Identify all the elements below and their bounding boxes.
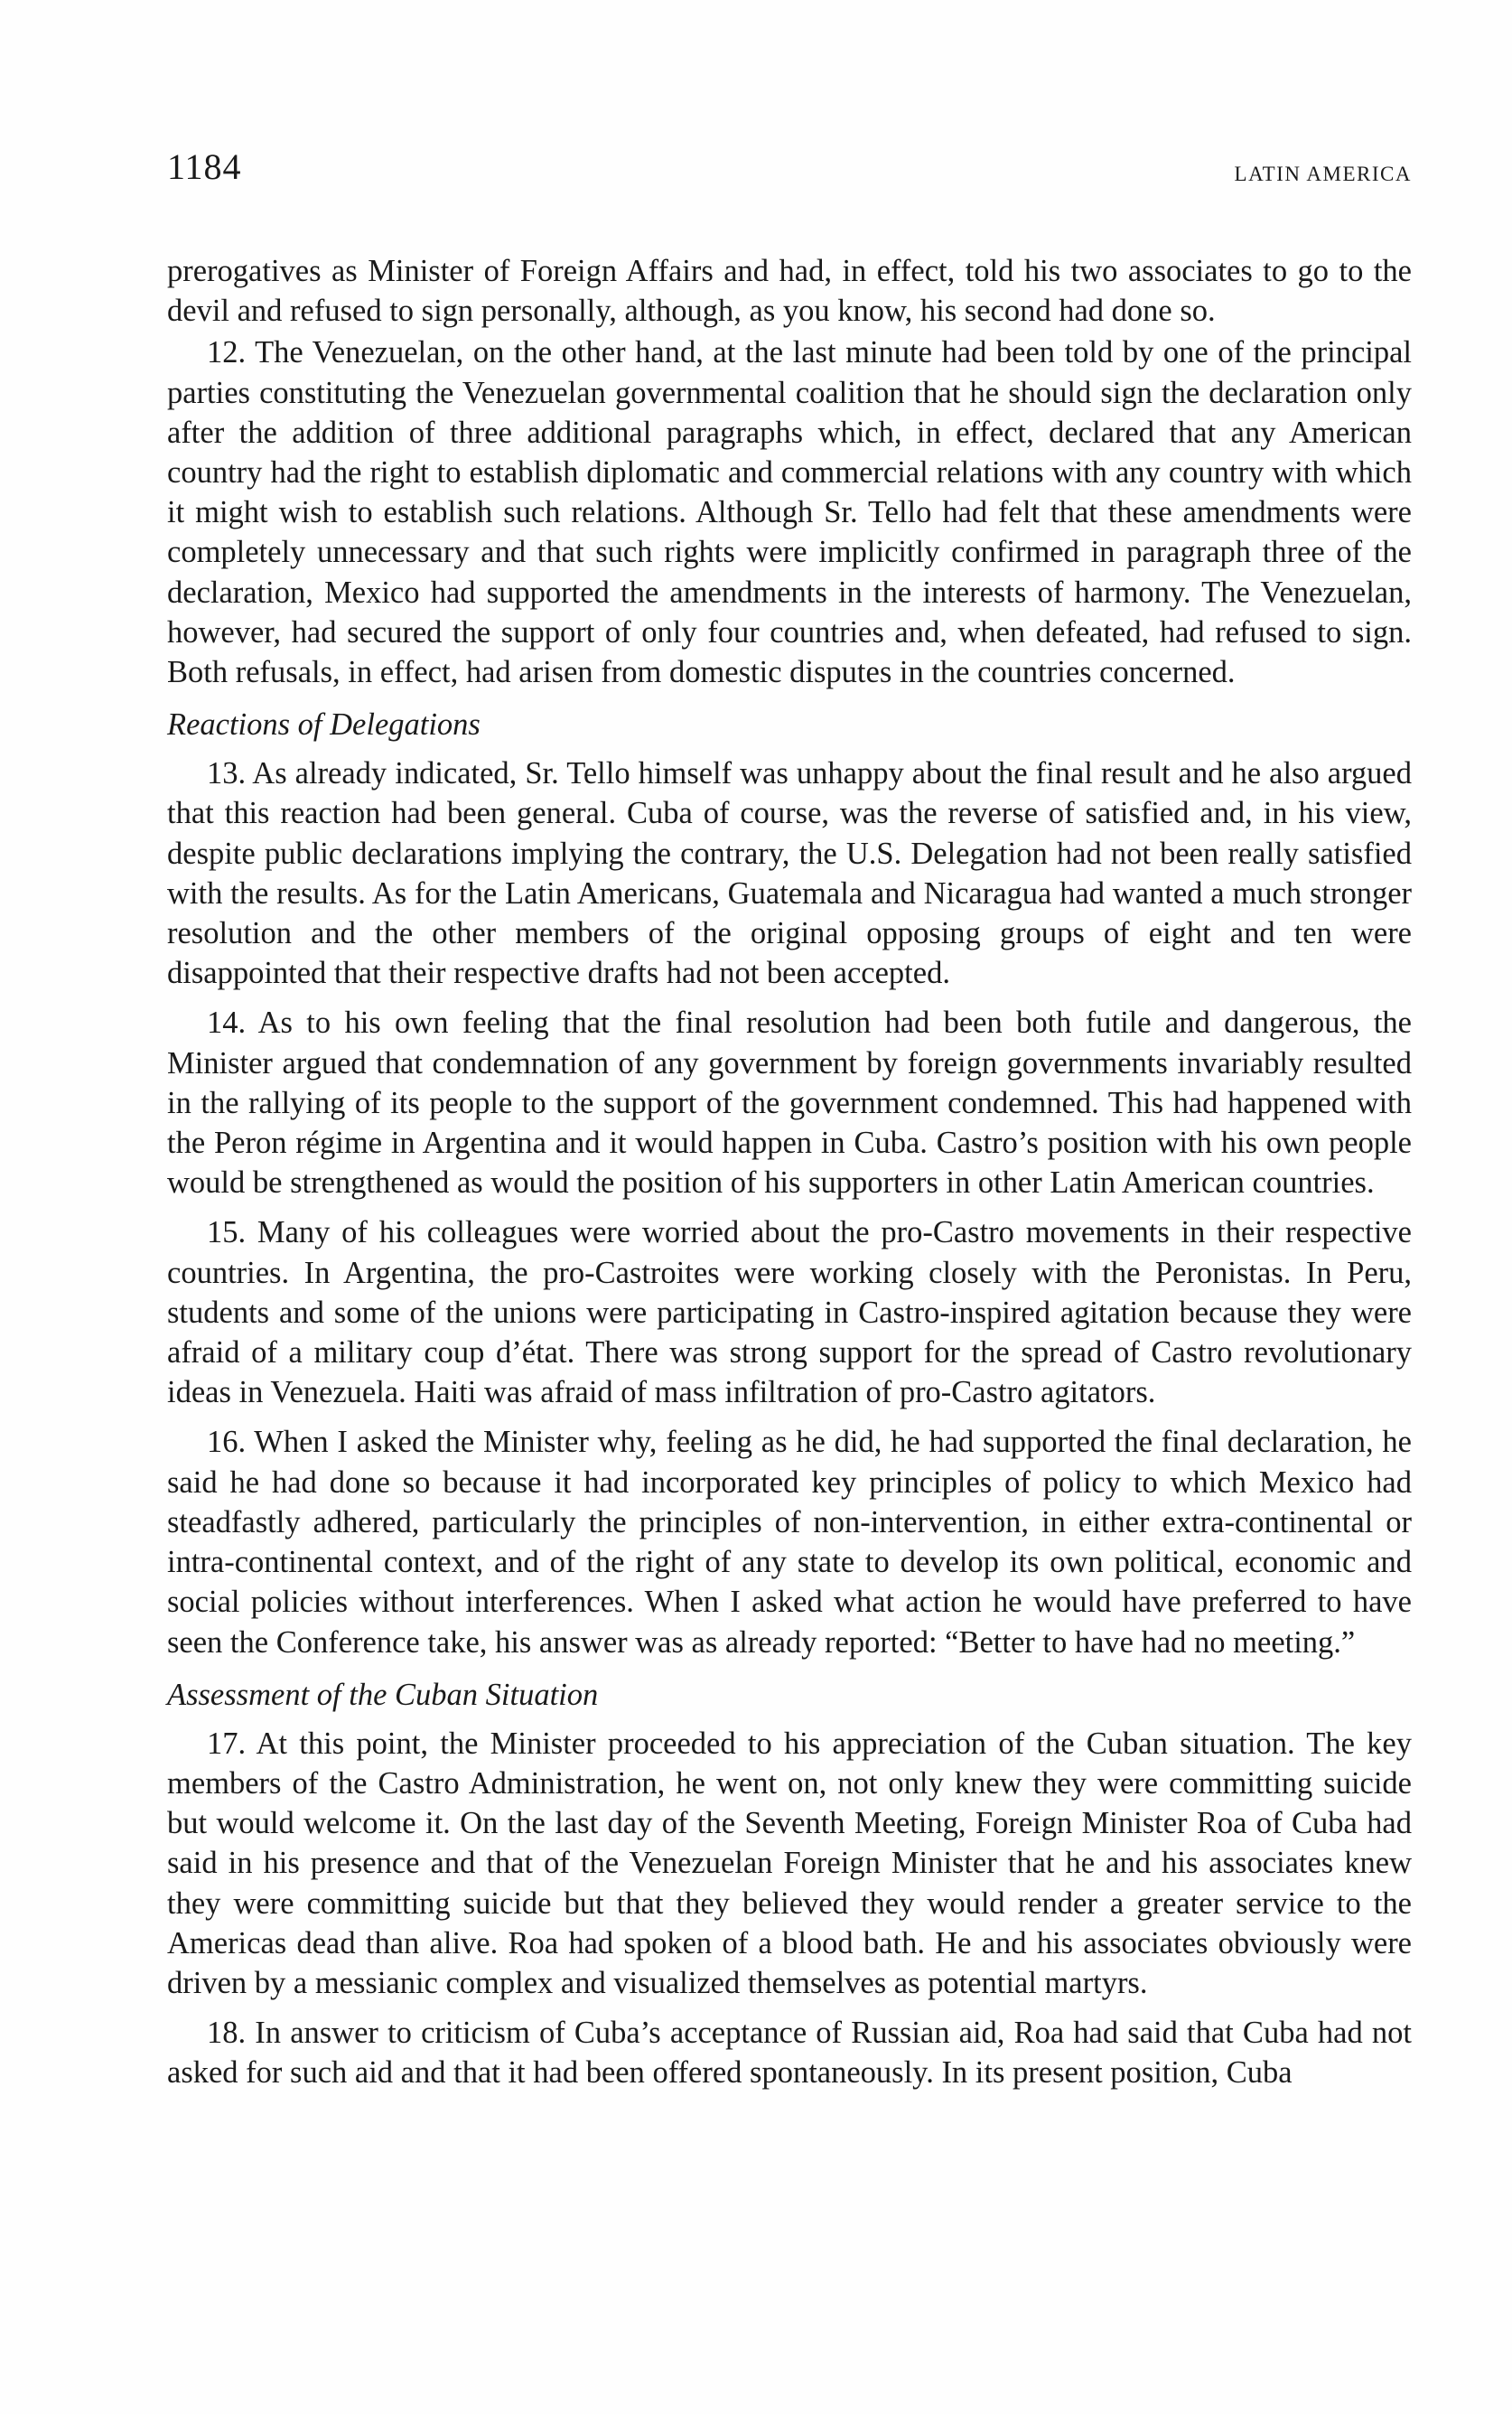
paragraph-14: 14. As to his own feeling that the final resolution had been both futile and dangerous, the Minister argued that condemnation of any government by foreign governments invariably resulted in the rallying of its people to the support of the government condemned. This had happened with the Peron régime in Argentina and it would happen in Cuba. Castro’s position with his own people would be strengthened as would the position of his supporters in other Latin American countries. (167, 1006, 1412, 1201)
heading-reactions-of-delegations: Reactions of Delegations (167, 707, 481, 743)
paragraph-12: 12. The Venezuelan, on the other hand, at the last minute had been told by one of the principal parties constituting the Venezuelan governmental coalition that he should sign the declaration only after the addition of three additional paragraphs which, in effect, declared that any American country had the right to establish diplomatic and commercial relations with any country with which it might wish to establish such relations. Although Sr. Tello had felt that these amendments were completely unnecessary and that such rights were implicitly confirmed in paragraph three of the declaration, Mexico had supported the amendments in the interests of harmony. The Venezuelan, however, had secured the support of only four countries and, when defeated, had refused to sign. Both refusals, in effect, had arisen from domestic disputes in the countries concerned. (167, 335, 1412, 690)
paragraph-13: 13. As already indicated, Sr. Tello himself was unhappy about the final result and he also argued that this reaction had been general. Cuba of course, was the reverse of satisfied and, in his view, despite public declarations implying the contrary, the U.S. Delegation had not been really satisfied with the results. As for the Latin Americans, Guatemala and Nicaragua had wanted a much stronger resolution and the other members of the original opposing groups of eight and ten were disappointed that their respective drafts had not been accepted. (167, 756, 1412, 991)
heading-assessment-of-cuban-situation: Assessment of the Cuban Situation (167, 1677, 599, 1712)
paragraph-16: 16. When I asked the Minister why, feeling as he did, he had supported the final declaration, he said he had done so because it had incorporated key principles of policy to which Mexico had steadfastly adhered, particularly the principles of non-intervention, in either extra-continental or intra-continental context, and of the right of any state to develop its own political, economic and social policies without interferences. When I asked what action he would have preferred to have seen the Conference take, his answer was as already reported: “Better to have had no meeting.” (167, 1425, 1412, 1660)
running-section-title: LATIN AMERICA (1234, 163, 1412, 185)
body-text (167, 251, 1412, 2103)
paragraph-17: 17. At this point, the Minister proceeded to his appreciation of the Cuban situation. The key members of the Castro Administration, he went on, not only knew they were committing suicide but would welcome it. On the last day of the Seventh Meeting, Foreign Minister Roa of Cuba had said in his presence and that of the Venezuelan Foreign Minister that he and his associates knew they were committing suicide but that they believed they would render a greater service to the Americas dead than alive. Roa had spoken of a blood bath. He and his associates obviously were driven by a messianic complex and visualized themselves as potential martyrs. (167, 1726, 1412, 2000)
page-number: 1184 (167, 146, 242, 187)
running-head (167, 145, 1412, 199)
paragraph-18: 18. In answer to criticism of Cuba’s acceptance of Russian aid, Roa had said that Cuba had not asked for such aid and that it had been offered spontaneously. In its present position, Cuba (167, 2016, 1412, 2091)
paragraph-continued: prerogatives as Minister of Foreign Affairs and had, in effect, told his two associates to go to the devil and refused to sign personally, although, as you know, his second had done so. (167, 254, 1412, 329)
paragraph-15: 15. Many of his colleagues were worried about the pro-Castro movements in their respective countries. In Argentina, the pro-Castroites were working closely with the Peronistas. In Peru, students and some of the unions were participating in Castro-inspired agitation because they were afraid of a military coup d’état. There was strong support for the spread of Castro revolutionary ideas in Venezuela. Haiti was afraid of mass infiltration of pro-Castro agitators. (167, 1215, 1412, 1410)
